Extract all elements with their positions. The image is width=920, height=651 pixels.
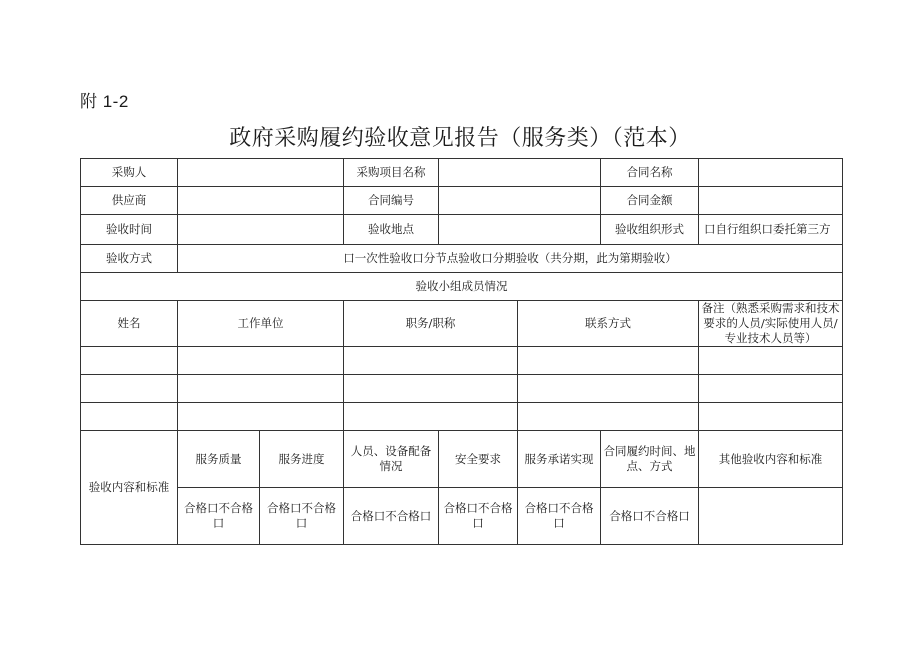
acceptance-report-table xyxy=(80,158,843,545)
criteria-item-service-progress: 服务进度 xyxy=(260,431,344,488)
member-cell[interactable] xyxy=(699,347,843,375)
criteria-item-staffing: 人员、设备配备情况 xyxy=(344,431,439,488)
result-commitment[interactable]: 合格口不合格口 xyxy=(518,488,601,545)
row-purchaser xyxy=(81,159,843,187)
member-cell[interactable] xyxy=(699,403,843,431)
annex-label: 附 1-2 xyxy=(80,92,129,111)
criteria-item-commitment: 服务承诺实现 xyxy=(518,431,601,488)
project-name-value[interactable] xyxy=(439,159,601,187)
member-cell[interactable] xyxy=(81,403,178,431)
purchaser-label: 采购人 xyxy=(81,159,178,187)
contract-amount-value[interactable] xyxy=(699,187,843,215)
purchaser-value[interactable] xyxy=(178,159,344,187)
page-title: 政府采购履约验收意见报告（服务类）（范本） xyxy=(229,126,691,151)
accept-org-form-label: 验收组织形式 xyxy=(601,215,699,245)
result-service-progress[interactable]: 合格口不合格口 xyxy=(260,488,344,545)
row-accept-method xyxy=(81,245,843,273)
criteria-label: 验收内容和标准 xyxy=(81,431,178,545)
member-header-remarks: 备注（熟悉采购需求和技术要求的人员/实际使用人员/专业技术人员等） xyxy=(699,301,843,347)
accept-method-label: 验收方式 xyxy=(81,245,178,273)
member-header-contact: 联系方式 xyxy=(518,301,699,347)
member-cell[interactable] xyxy=(344,347,518,375)
member-cell[interactable] xyxy=(178,347,344,375)
member-cell[interactable] xyxy=(518,403,699,431)
member-row xyxy=(81,375,843,403)
result-service-quality[interactable]: 合格口不合格口 xyxy=(178,488,260,545)
contract-no-label: 合同编号 xyxy=(344,187,439,215)
criteria-item-performance-time: 合同履约时间、地点、方式 xyxy=(601,431,699,488)
accept-place-value[interactable] xyxy=(439,215,601,245)
member-cell[interactable] xyxy=(81,347,178,375)
member-cell[interactable] xyxy=(178,375,344,403)
member-header-title: 职务/职称 xyxy=(344,301,518,347)
result-staffing[interactable]: 合格口不合格口 xyxy=(344,488,439,545)
result-safety[interactable]: 合格口不合格口 xyxy=(439,488,518,545)
members-section-title: 验收小组成员情况 xyxy=(81,273,843,301)
criteria-item-service-quality: 服务质量 xyxy=(178,431,260,488)
row-members-header xyxy=(81,301,843,347)
contract-amount-label: 合同金额 xyxy=(601,187,699,215)
row-criteria-results xyxy=(81,488,843,545)
member-cell[interactable] xyxy=(178,403,344,431)
member-cell[interactable] xyxy=(699,375,843,403)
member-row xyxy=(81,347,843,375)
member-header-unit: 工作单位 xyxy=(178,301,344,347)
row-criteria-items xyxy=(81,431,843,488)
contract-no-value[interactable] xyxy=(439,187,601,215)
accept-time-value[interactable] xyxy=(178,215,344,245)
accept-time-label: 验收时间 xyxy=(81,215,178,245)
row-members-title xyxy=(81,273,843,301)
accept-place-label: 验收地点 xyxy=(344,215,439,245)
supplier-value[interactable] xyxy=(178,187,344,215)
supplier-label: 供应商 xyxy=(81,187,178,215)
contract-name-label: 合同名称 xyxy=(601,159,699,187)
contract-name-value[interactable] xyxy=(699,159,843,187)
member-cell[interactable] xyxy=(518,347,699,375)
member-header-name: 姓名 xyxy=(81,301,178,347)
accept-method-options[interactable]: 口一次性验收口分节点验收口分期验收（共分期，此为第期验收） xyxy=(178,245,843,273)
accept-org-options[interactable]: 口自行组织口委托第三方 xyxy=(699,215,843,245)
criteria-item-other: 其他验收内容和标准 xyxy=(699,431,843,488)
result-other[interactable] xyxy=(699,488,843,545)
member-row xyxy=(81,403,843,431)
project-name-label: 采购项目名称 xyxy=(344,159,439,187)
member-cell[interactable] xyxy=(518,375,699,403)
row-accept-time xyxy=(81,215,843,245)
criteria-item-safety: 安全要求 xyxy=(439,431,518,488)
row-supplier xyxy=(81,187,843,215)
member-cell[interactable] xyxy=(344,375,518,403)
member-cell[interactable] xyxy=(344,403,518,431)
member-cell[interactable] xyxy=(81,375,178,403)
result-performance-time[interactable]: 合格口不合格口 xyxy=(601,488,699,545)
